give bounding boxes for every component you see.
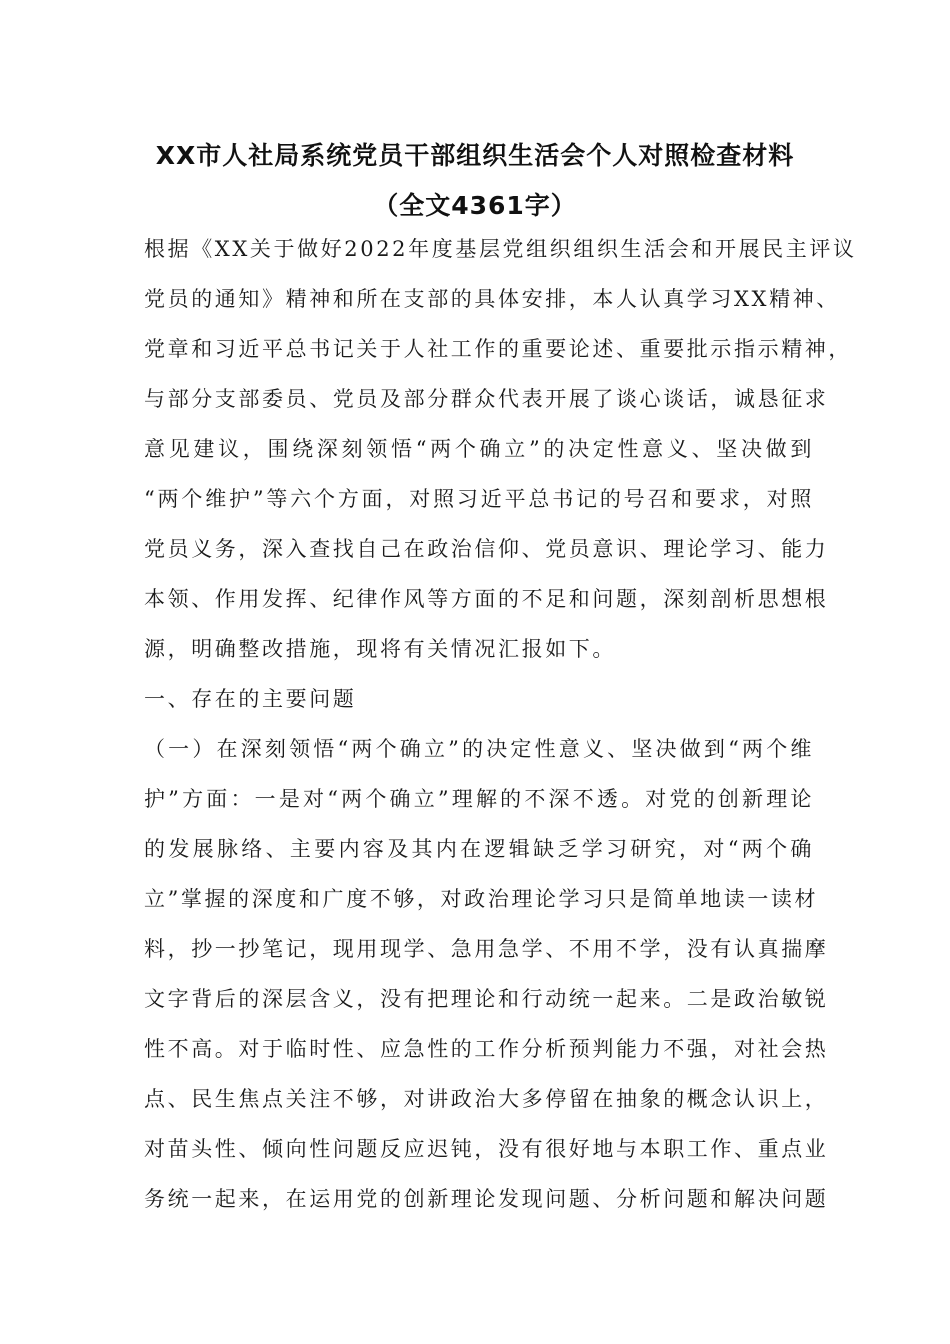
body-line: 点、民生焦点关注不够，对讲政治大多停留在抽象的概念认识上， bbox=[144, 1087, 829, 1111]
body-line: 意见建议，围绕深刻领悟“两个确立”的决定性意义、坚决做到 bbox=[144, 437, 814, 461]
body-line: 与部分支部委员、党员及部分群众代表开展了谈心谈话，诚恳征求 bbox=[144, 387, 829, 411]
body-line: 料，抄一抄笔记，现用现学、急用急学、不用不学，没有认真揣摩 bbox=[144, 937, 829, 961]
body-line: 的发展脉络、主要内容及其内在逻辑缺乏学习研究，对“两个确 bbox=[144, 837, 814, 861]
body-line: 党员的通知》精神和所在支部的具体安排，本人认真学习XX精神、 bbox=[144, 287, 840, 311]
body-line: 源，明确整改措施，现将有关情况汇报如下。 bbox=[144, 637, 616, 661]
body-line: 立”掌握的深度和广度不够，对政治理论学习只是简单地读一读材 bbox=[144, 887, 819, 911]
body-line: 性不高。对于临时性、应急性的工作分析预判能力不强，对社会热 bbox=[144, 1037, 829, 1061]
body-line: 本领、作用发挥、纪律作风等方面的不足和问题，深刻剖析思想根 bbox=[144, 587, 829, 611]
section-heading: 一、存在的主要问题 bbox=[144, 687, 357, 711]
document-subtitle: （全文4361字） bbox=[373, 191, 577, 220]
body-line: 文字背后的深层含义，没有把理论和行动统一起来。二是政治敏锐 bbox=[144, 987, 829, 1011]
body-line: 党章和习近平总书记关于人社工作的重要论述、重要批示指示精神， bbox=[144, 337, 852, 361]
body-line: 党员义务，深入查找自己在政治信仰、党员意识、理论学习、能力 bbox=[144, 537, 829, 561]
document-title: XX市人社局系统党员干部组织生活会个人对照检查材料 bbox=[155, 141, 795, 170]
body-line: 对苗头性、倾向性问题反应迟钝，没有很好地与本职工作、重点业 bbox=[144, 1137, 829, 1161]
body-line: 根据《XX关于做好2022年度基层党组织组织生活会和开展民主评议 bbox=[144, 237, 857, 261]
body-line: 护”方面：一是对“两个确立”理解的不深不透。对党的创新理论 bbox=[144, 787, 814, 811]
body-line: （一）在深刻领悟“两个确立”的决定性意义、坚决做到“两个维 bbox=[144, 737, 814, 761]
body-line: “两个维护”等六个方面，对照习近平总书记的号召和要求，对照 bbox=[144, 487, 814, 511]
body-line: 务统一起来，在运用党的创新理论发现问题、分析问题和解决问题 bbox=[144, 1187, 829, 1211]
